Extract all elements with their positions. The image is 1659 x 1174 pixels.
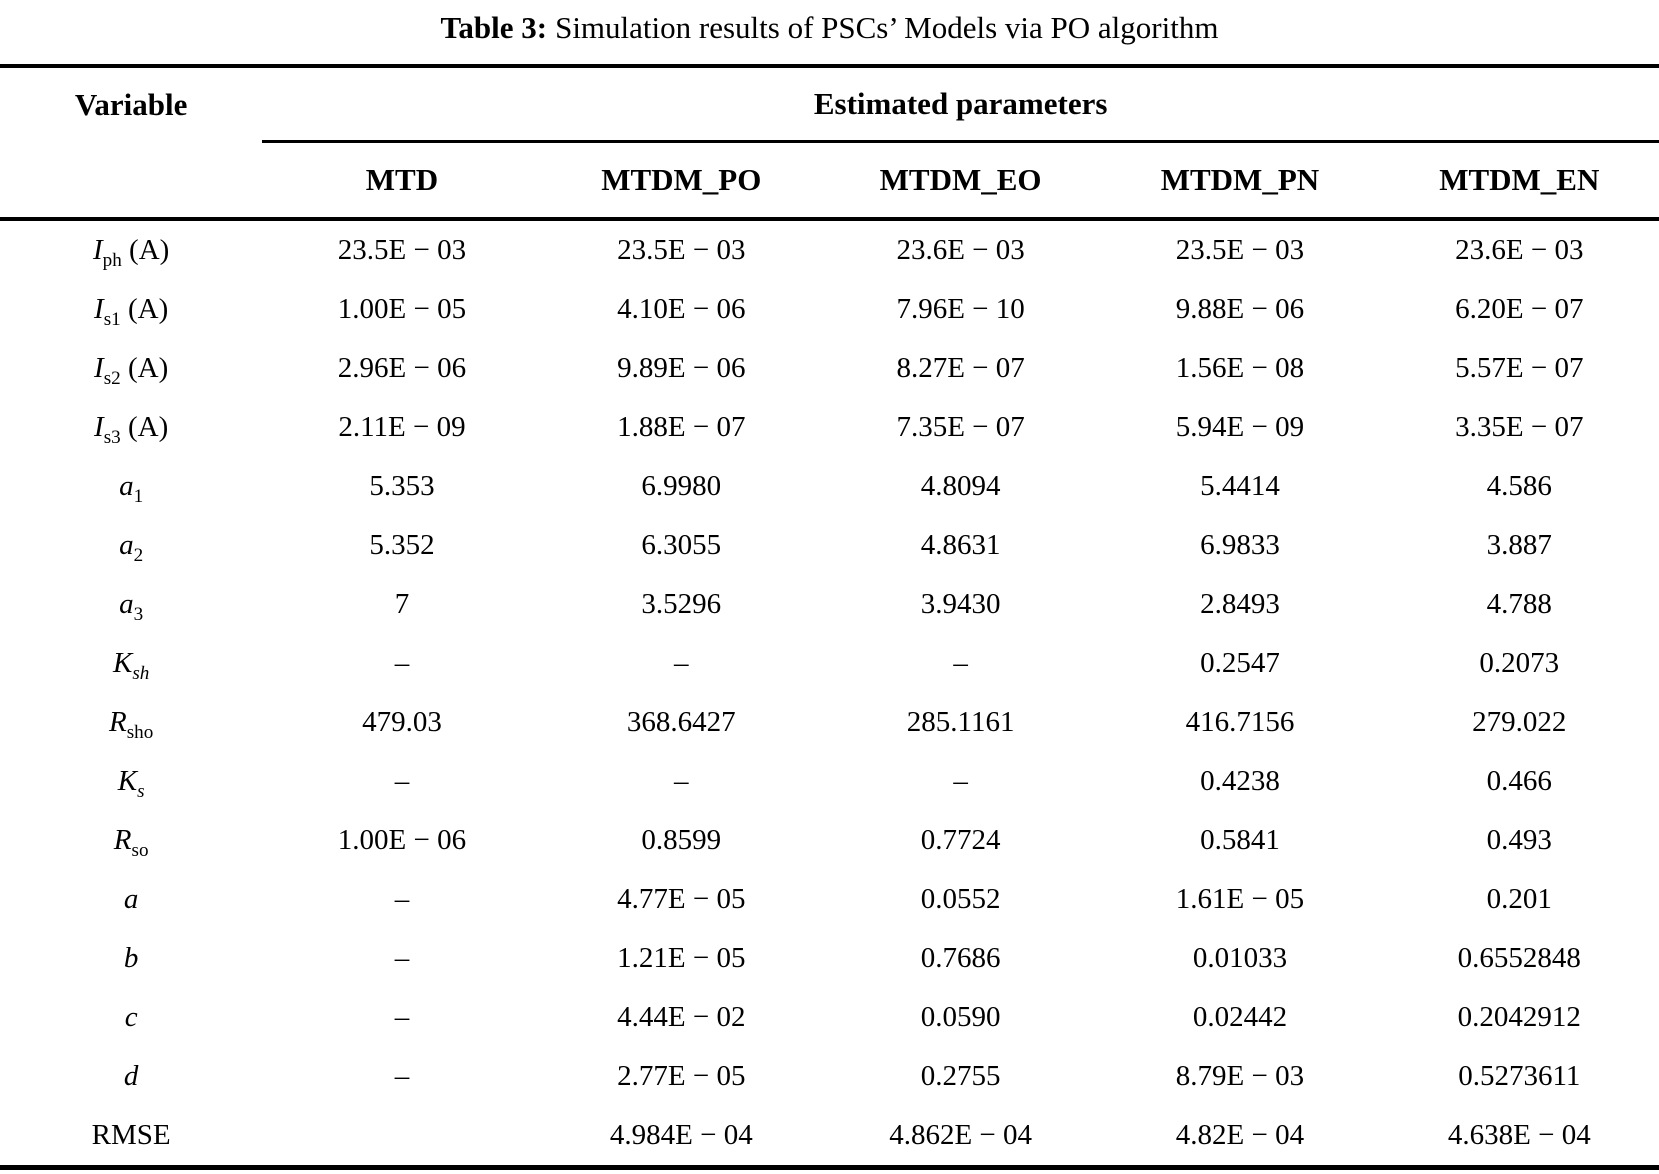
- value-cell: 0.493: [1486, 824, 1552, 856]
- value-cell: 23.6E − 03: [1455, 234, 1584, 266]
- table-header: [0, 66, 1659, 219]
- value-cell: 4.638E − 04: [1447, 1119, 1591, 1151]
- value-cell: –: [394, 1060, 410, 1092]
- variable-label: $a_3$: [119, 588, 144, 625]
- value-cell: 7.35E − 07: [896, 411, 1025, 443]
- variable-label: $I_{s1}$ (A): [94, 293, 169, 330]
- value-cell: 7: [394, 588, 410, 620]
- column-header-mtdm-po: MTDM_PO: [601, 162, 762, 197]
- table-row-d: [0, 1047, 1659, 1106]
- value-cell: –: [674, 765, 689, 797]
- value-cell: 0.2547: [1200, 647, 1280, 679]
- variable-label: $I_{ph}$ (A): [92, 234, 170, 271]
- value-cell: –: [953, 647, 968, 679]
- value-cell: 1.00E − 05: [337, 293, 467, 325]
- value-cell: 23.5E − 03: [1175, 234, 1305, 266]
- value-cell: 6.20E − 07: [1455, 293, 1584, 325]
- value-cell: 2.96E − 06: [337, 352, 467, 384]
- value-cell: 2.77E − 05: [617, 1060, 746, 1092]
- value-cell: 3.887: [1486, 529, 1552, 561]
- value-cell: 8.27E − 07: [896, 352, 1025, 384]
- header-model-row: [0, 142, 1659, 220]
- table-row-Rso: [0, 811, 1659, 870]
- value-cell: 0.201: [1486, 883, 1552, 915]
- value-cell: 0.7724: [920, 824, 1001, 856]
- variable-label: b: [123, 942, 139, 974]
- variable-label: $a_1$: [119, 470, 144, 507]
- value-cell: 1.00E − 06: [337, 824, 467, 856]
- variable-label: $K_{sh}$: [112, 647, 150, 684]
- value-cell: 4.44E − 02: [617, 1001, 746, 1033]
- table-caption-number: Table 3:: [440, 10, 548, 45]
- value-cell: –: [394, 942, 410, 974]
- table-caption-text: Simulation results of PSCs’ Models via PO algorithm: [555, 10, 1219, 45]
- value-cell: 5.94E − 09: [1175, 411, 1305, 443]
- value-cell: 4.586: [1486, 470, 1552, 502]
- value-cell: 1.88E − 07: [617, 411, 746, 443]
- value-cell: 8.79E − 03: [1175, 1060, 1305, 1092]
- column-header-mtdm-pn: MTDM_PN: [1160, 162, 1320, 197]
- value-cell: 9.89E − 06: [617, 352, 746, 384]
- variable-label: $I_{s3}$ (A): [94, 411, 169, 448]
- value-cell: 0.8599: [641, 824, 722, 856]
- value-cell: 6.3055: [641, 529, 722, 561]
- column-header-mtdm-en: MTDM_EN: [1439, 162, 1600, 197]
- value-cell: –: [394, 1001, 410, 1033]
- value-cell: 0.0552: [920, 883, 1001, 915]
- value-cell: 3.35E − 07: [1455, 411, 1584, 443]
- value-cell: 5.352: [369, 529, 435, 561]
- value-cell: 416.7156: [1185, 706, 1295, 738]
- value-cell: –: [394, 765, 410, 797]
- value-cell: 2.11E − 09: [338, 411, 466, 443]
- table-row-RMSE: [0, 1106, 1659, 1168]
- value-cell: 2.8493: [1200, 588, 1280, 620]
- value-cell: 3.5296: [641, 588, 722, 620]
- value-cell: 4.77E − 05: [617, 883, 746, 915]
- value-cell: 7.96E − 10: [896, 293, 1025, 325]
- variable-label: d: [123, 1060, 139, 1092]
- value-cell: 9.88E − 06: [1175, 293, 1305, 325]
- value-cell: 1.21E − 05: [617, 942, 746, 974]
- value-cell: 0.2755: [920, 1060, 1001, 1092]
- variable-label: c: [124, 1001, 138, 1033]
- value-cell: 0.2073: [1479, 647, 1560, 679]
- value-cell: 0.01033: [1192, 942, 1288, 974]
- value-cell: 4.862E − 04: [889, 1119, 1033, 1151]
- value-cell: 4.8631: [920, 529, 1001, 561]
- value-cell: –: [953, 765, 968, 797]
- value-cell: 279.022: [1472, 706, 1567, 738]
- value-cell: 23.5E − 03: [337, 234, 467, 266]
- value-cell: 479.03: [362, 706, 442, 738]
- variable-column-header: Variable: [74, 86, 188, 122]
- variable-label: RMSE: [91, 1119, 171, 1151]
- variable-label: $a_2$: [119, 529, 144, 566]
- table-row-Iph: [0, 219, 1659, 280]
- value-cell: 4.788: [1486, 588, 1552, 620]
- value-cell: 0.6552848: [1457, 942, 1581, 974]
- table-caption: [0, 0, 1659, 64]
- value-cell: 0.0590: [920, 1001, 1001, 1033]
- value-cell: 23.5E − 03: [617, 234, 746, 266]
- value-cell: 285.1161: [906, 706, 1015, 738]
- table-row-Is3: [0, 398, 1659, 457]
- value-cell: 6.9833: [1200, 529, 1280, 561]
- table-row-Ksh: [0, 634, 1659, 693]
- header-group-row: [0, 66, 1659, 142]
- table-row-Rsho: [0, 693, 1659, 752]
- value-cell: 1.56E − 08: [1175, 352, 1305, 384]
- variable-label: $K_s$: [117, 765, 145, 802]
- value-cell: 4.82E − 04: [1175, 1119, 1305, 1151]
- column-header-mtdm-eo: MTDM_EO: [879, 162, 1042, 197]
- value-cell: 0.5841: [1200, 824, 1280, 856]
- value-cell: 3.9430: [920, 588, 1001, 620]
- results-table: [0, 64, 1659, 1170]
- value-cell: 0.2042912: [1457, 1001, 1581, 1033]
- value-cell: [262, 1106, 541, 1168]
- value-cell: 5.353: [369, 470, 435, 502]
- value-cell: 5.4414: [1200, 470, 1280, 502]
- table-row-a3: [0, 575, 1659, 634]
- table-row-Ks: [0, 752, 1659, 811]
- variable-label: $I_{s2}$ (A): [94, 352, 169, 389]
- value-cell: –: [674, 647, 689, 679]
- table-row-b: [0, 929, 1659, 988]
- value-cell: 5.57E − 07: [1455, 352, 1584, 384]
- value-cell: 1.61E − 05: [1175, 883, 1305, 915]
- table-row-c: [0, 988, 1659, 1047]
- header-spacer: [0, 142, 262, 220]
- value-cell: 0.466: [1486, 765, 1552, 797]
- table-row-Is2: [0, 339, 1659, 398]
- table-row-a2: [0, 516, 1659, 575]
- value-cell: 4.10E − 06: [617, 293, 746, 325]
- value-cell: 4.984E − 04: [609, 1119, 753, 1151]
- value-cell: 368.6427: [626, 706, 736, 738]
- value-cell: 0.02442: [1192, 1001, 1288, 1033]
- value-cell: 4.8094: [920, 470, 1001, 502]
- value-cell: 0.7686: [920, 942, 1001, 974]
- value-cell: 23.6E − 03: [896, 234, 1025, 266]
- table-row-Is1: [0, 280, 1659, 339]
- table-row-a1: [0, 457, 1659, 516]
- variable-label: $R_{so}$: [113, 824, 149, 861]
- value-cell: 0.5273611: [1458, 1060, 1581, 1092]
- variable-label: $R_{sho}$: [109, 706, 154, 743]
- column-header-mtd: MTD: [365, 162, 439, 197]
- value-cell: –: [394, 883, 410, 915]
- table-body: [0, 219, 1659, 1168]
- estimated-parameters-header: Estimated parameters: [262, 66, 1659, 142]
- table-row-a: [0, 870, 1659, 929]
- value-cell: –: [394, 647, 410, 679]
- value-cell: 0.4238: [1200, 765, 1280, 797]
- variable-label: a: [123, 883, 139, 915]
- value-cell: 6.9980: [641, 470, 722, 502]
